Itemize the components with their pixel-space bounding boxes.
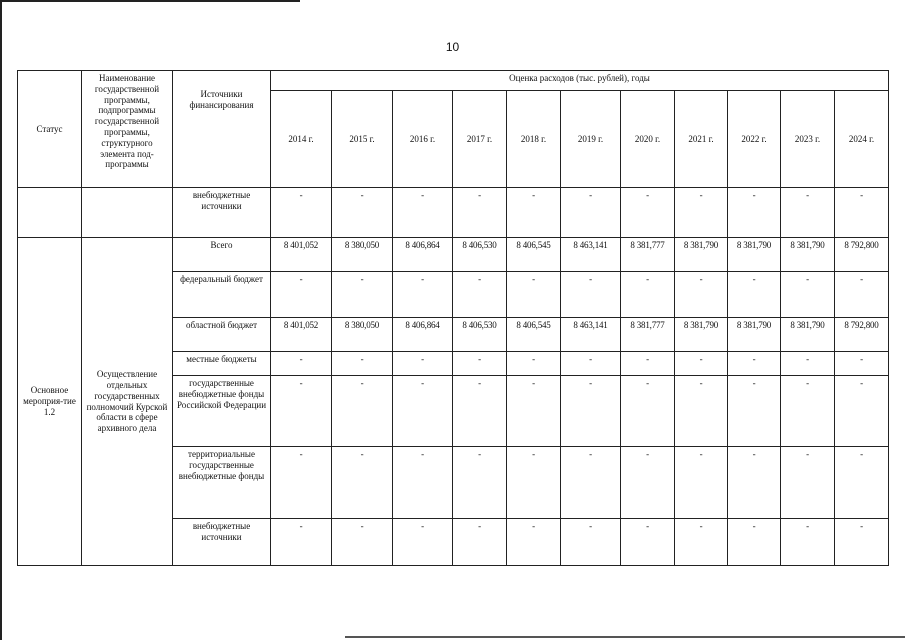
header-year: 2023 г. [781, 91, 835, 188]
value-cell: - [507, 188, 561, 238]
value-cell: - [453, 188, 507, 238]
value-cell: - [728, 352, 781, 376]
value-cell: - [728, 188, 781, 238]
value-cell: - [507, 272, 561, 318]
continuation-row [18, 188, 889, 238]
value-cell: - [332, 272, 393, 318]
value-cell: 8 463,141 [561, 318, 621, 352]
value-cell: - [507, 352, 561, 376]
value-cell: - [393, 272, 453, 318]
value-cell: - [835, 188, 889, 238]
value-cell: - [271, 376, 332, 447]
value-cell: - [271, 519, 332, 566]
value-cell: - [781, 447, 835, 519]
value-cell: - [561, 519, 621, 566]
source-label: местные бюджеты [173, 352, 271, 376]
value-cell: 8 381,790 [675, 238, 728, 272]
header-year: 2024 г. [835, 91, 889, 188]
value-cell: - [561, 352, 621, 376]
value-cell: - [781, 352, 835, 376]
scan-edge-bottom [345, 636, 905, 638]
budget-table [17, 70, 889, 566]
value-cell: 8 381,777 [621, 318, 675, 352]
value-cell: - [271, 188, 332, 238]
header-row-1 [18, 71, 889, 91]
value-cell: - [561, 447, 621, 519]
value-cell: 8 406,530 [453, 318, 507, 352]
value-cell: 8 380,050 [332, 318, 393, 352]
source-label: внебюджетные источники [173, 519, 271, 566]
value-cell: - [835, 376, 889, 447]
value-cell: - [781, 519, 835, 566]
value-cell: - [621, 519, 675, 566]
value-cell: 8 401,052 [271, 318, 332, 352]
value-cell: - [675, 376, 728, 447]
value-cell: - [507, 447, 561, 519]
value-cell: - [332, 519, 393, 566]
page-number: 10 [445, 40, 460, 54]
value-cell: - [453, 352, 507, 376]
value-cell: 8 381,790 [781, 318, 835, 352]
value-cell: - [728, 376, 781, 447]
value-cell: 8 406,864 [393, 318, 453, 352]
empty-cell [82, 188, 173, 238]
value-cell: - [621, 447, 675, 519]
value-cell: - [621, 272, 675, 318]
value-cell: 8 792,800 [835, 238, 889, 272]
value-cell: - [835, 519, 889, 566]
value-cell: - [453, 376, 507, 447]
value-cell: - [781, 272, 835, 318]
value-cell: 8 380,050 [332, 238, 393, 272]
value-cell: 8 401,052 [271, 238, 332, 272]
value-cell: - [393, 519, 453, 566]
value-cell: - [332, 352, 393, 376]
value-cell: - [675, 519, 728, 566]
header-year: 2017 г. [453, 91, 507, 188]
value-cell: - [332, 376, 393, 447]
value-cell: 8 381,790 [781, 238, 835, 272]
value-cell: 8 406,545 [507, 238, 561, 272]
value-cell: 8 381,790 [728, 318, 781, 352]
header-year: 2020 г. [621, 91, 675, 188]
value-cell: - [507, 376, 561, 447]
value-cell: - [332, 447, 393, 519]
source-label: областной бюджет [173, 318, 271, 352]
source-label: федеральный бюджет [173, 272, 271, 318]
value-cell: - [561, 188, 621, 238]
value-cell: - [561, 376, 621, 447]
section-status: Основное мероприя-тие 1.2 [18, 238, 82, 566]
header-year: 2021 г. [675, 91, 728, 188]
value-cell: - [675, 352, 728, 376]
value-cell: - [271, 447, 332, 519]
value-cell: - [621, 188, 675, 238]
header-year: 2015 г. [332, 91, 393, 188]
value-cell: - [393, 447, 453, 519]
header-year: 2016 г. [393, 91, 453, 188]
value-cell: - [271, 352, 332, 376]
header-estimate: Оценка расходов (тыс. рублей), годы [271, 71, 889, 91]
value-cell: 8 406,545 [507, 318, 561, 352]
value-cell: - [835, 447, 889, 519]
header-year: 2019 г. [561, 91, 621, 188]
value-cell: - [507, 519, 561, 566]
source-label: Всего [173, 238, 271, 272]
value-cell: 8 406,864 [393, 238, 453, 272]
value-cell: 8 792,800 [835, 318, 889, 352]
value-cell: - [393, 376, 453, 447]
value-cell: - [332, 188, 393, 238]
value-cell: 8 381,790 [728, 238, 781, 272]
value-cell: - [453, 447, 507, 519]
header-name: Наименование государственной программы, подпрограммы государственной программы, структурного элемента под-программы [82, 71, 173, 188]
value-cell: - [561, 272, 621, 318]
value-cell: 8 381,790 [675, 318, 728, 352]
value-cell: - [728, 519, 781, 566]
header-sources: Источники финансирования [173, 71, 271, 188]
source-label: внебюджетные источники [173, 188, 271, 238]
header-year: 2018 г. [507, 91, 561, 188]
value-cell: - [271, 272, 332, 318]
scan-edge-top [0, 0, 300, 2]
value-cell: - [675, 447, 728, 519]
value-cell: - [781, 376, 835, 447]
value-cell: - [453, 519, 507, 566]
value-cell: - [675, 188, 728, 238]
value-cell: - [393, 188, 453, 238]
value-cell: - [393, 352, 453, 376]
value-cell: - [728, 447, 781, 519]
value-cell: 8 381,777 [621, 238, 675, 272]
source-label: территориальные государственные внебюджетные фонды [173, 447, 271, 519]
value-cell: - [621, 376, 675, 447]
table-row [18, 238, 889, 272]
source-label: государственные внебюджетные фонды Российской Федерации [173, 376, 271, 447]
value-cell: - [675, 272, 728, 318]
header-year: 2022 г. [728, 91, 781, 188]
value-cell: - [835, 272, 889, 318]
value-cell: - [728, 272, 781, 318]
value-cell: - [621, 352, 675, 376]
empty-cell [18, 188, 82, 238]
header-year: 2014 г. [271, 91, 332, 188]
value-cell: - [781, 188, 835, 238]
value-cell: - [453, 272, 507, 318]
value-cell: 8 463,141 [561, 238, 621, 272]
value-cell: 8 406,530 [453, 238, 507, 272]
scan-edge-left [0, 0, 2, 640]
section-name: Осуществление отдельных государственных полномочий Курской области в сфере архивного дела [82, 238, 173, 566]
header-status: Статус [18, 71, 82, 188]
value-cell: - [835, 352, 889, 376]
